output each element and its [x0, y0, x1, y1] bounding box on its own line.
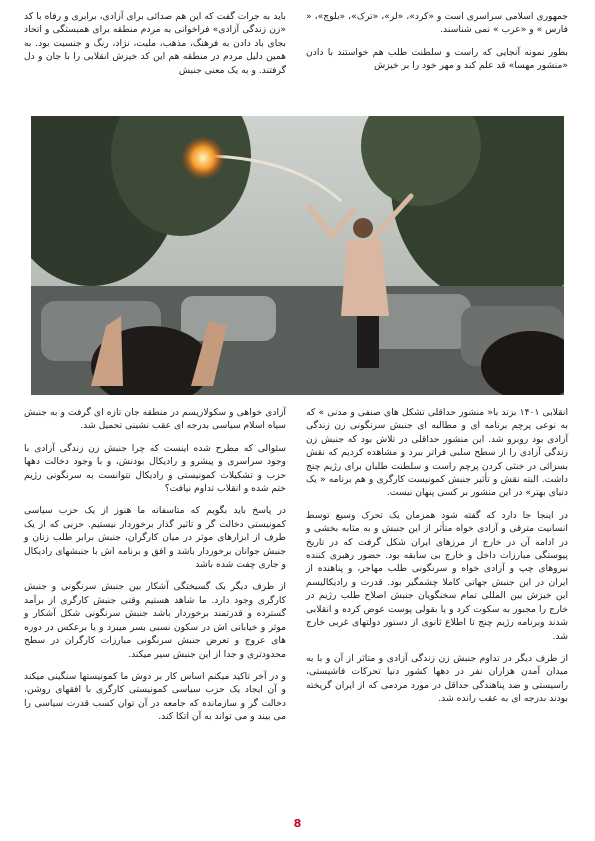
photo-illustration [31, 116, 564, 395]
paragraph: سئوالی که مطرح شده اینست که چرا جنبش زن زندگی آزادی با وجود سراسری و پیشرو و رادیکال بودنش، و با وجود دخالت دهها حزب و تشکیلات کمونیستی و رادیکال نتوانست به سرنگونی رژیم ختم شده و انقلاب تداوم نیافت؟ [24, 442, 286, 495]
column-top-left [24, 10, 286, 77]
paragraph: از طرف دیگر در تداوم جنبش زن زندگی آزادی و متاثر از آن و با به میدان آمدن هزاران نفر در دهها کشور دنیا تحرکات فاشیستی، راسیستی و ضد پناهندگی حداقل در مورد مردمی که از ایران گریخته بودند بدرجه ای به عقب رانده شد. [306, 652, 568, 705]
column-top-right [306, 10, 568, 73]
paragraph: آزادی خواهی و سکولاریسم در منطقه جان تازه ای گرفت و به جنبش سیاه اسلام سیاسی بدرجه ای عقب نشینی تحمیل شد. [24, 407, 286, 432]
paragraph: در پاسخ باید بگویم که متاسفانه ما هنوز از یک حزب سیاسی کمونیستی دخالت گر و تاثیر گذار برخوردار نیستیم. حزبی که از یک طرف از ابزارهای موثر در میان کارگران، جنبش برابر طلب زنان و جنبش جوانان برخوردار باشد و افق و برنامه اش با جنبشهای رادیکال و جاری چفت شده باشد [24, 505, 286, 571]
protest-photo [31, 116, 564, 395]
paragraph: و در آخر تاکید میکنم اساس کار بر دوش ما کمونیستها سنگینی میکند و آن ایجاد یک حزب سیاسی کمونیستی کارگری با افقهای روشن، دخالت گر و سازمانده که جامعه در آن توان کسب قدرت سیاسی را می بیند و می تواند به آن اتکا کند. [24, 670, 286, 723]
paragraph: باید به جرات گفت که این هم صدائی برای آزادی، برابری و رفاه با کد «زن زندگی آزادی» فراخوانی به مردم منطقه برای همبستگی و اتحاد بجای باد دادن به فرهنگ، مذهب، ملیت، نژاد، رنگ و جنسیت بود. به همین دلیل مردم در منطقه هم این کد خیزش انقلابی را با جان و دل گرفتند. و به یک معنی جنبش [24, 11, 286, 76]
paragraph: در اینجا جا دارد که گفته شود همزمان یک تحرک وسیع توسط انسانیت مترقی و آزادی خواه متأثر از این جنبش و به مثابه بخشی و در ادامه آن در خارج از مرزهای ایران شکل گرفت که در تاریخ پیوستگی مبارزات داخل و خارج بی سابقه بود. حضور رهبری کننده نیروهای چپ و آزادی خواه و سرنگونی طلب مهاجر، و پناهنده از ایران در این جنبش جهانی کاملا چشمگیر بود. قدرت و رادیکالیسم این خیزش بین المللی تمام سخنگویان جنبش اصلاح طلب رژیم در خارج را مجبور به سکوت کرد و یا بقولی پوست عوض کرده و انقلابی شدند وبرنامه رژیم چنج تا اطلاع ثانوی از دستور دولتهای غربی خارج شد. [306, 509, 568, 642]
paragraph: از طرف دیگر یک گسیختگی آشکار بین جنبش سرنگونی و جنبش کارگری وجود دارد. ما شاهد هستیم وقتی جنبش کارگری از برآمد گسترده و قدرتمند برخوردار باشد جنبش سرنگونی شکل آشکار و موثر و خیابانی اش در سکون نسبی بسر میبرد و یا برعکس در دوره های عروج و تعرض جنبش سرنگونی مبارزات کارگران در سطح محدودتری و جدا از این جنبش سیر میکند. [24, 581, 286, 660]
paragraph: جمهوری اسلامی سراسری است و «کرد»، «لر»، «ترک»، «بلوچ»، « فارس » و «عرب » نمی شناسند. [306, 11, 568, 36]
page-number: 8 [293, 817, 302, 830]
column-bottom-right [306, 406, 568, 706]
paragraph: انقلابی ۱۴۰۱ بزند با« منشور حداقلی تشکل های صنفی و مدنی » که به نوعی پرچم برنامه ای و مطالبه ای جنبش سرنگونی زن زندگی آزادی بود روبرو شد. این منشور حداقلی در تلاش بود که جنبش زن زندگی آزادی را از سطح سلبی فراتر ببرد و مشاهده کردیم که نقش بسزائی در خنثی کردن پرچم راست و سلطنت طلبان برای رژیم چنج داشت. البته نقش و تأثیر جنبش کمونیست کارگری و هم برنامه « یک دنیای بهتر» در این منشور بر کسی پنهان نیست. [306, 407, 568, 499]
column-bottom-left [24, 406, 286, 724]
paragraph: بطور نمونه آنجایی که راست و سلطنت طلب هم خواستند با دادن «منشور مهسا» قد علم کند و مهر خود را بر خیزش [306, 46, 568, 72]
